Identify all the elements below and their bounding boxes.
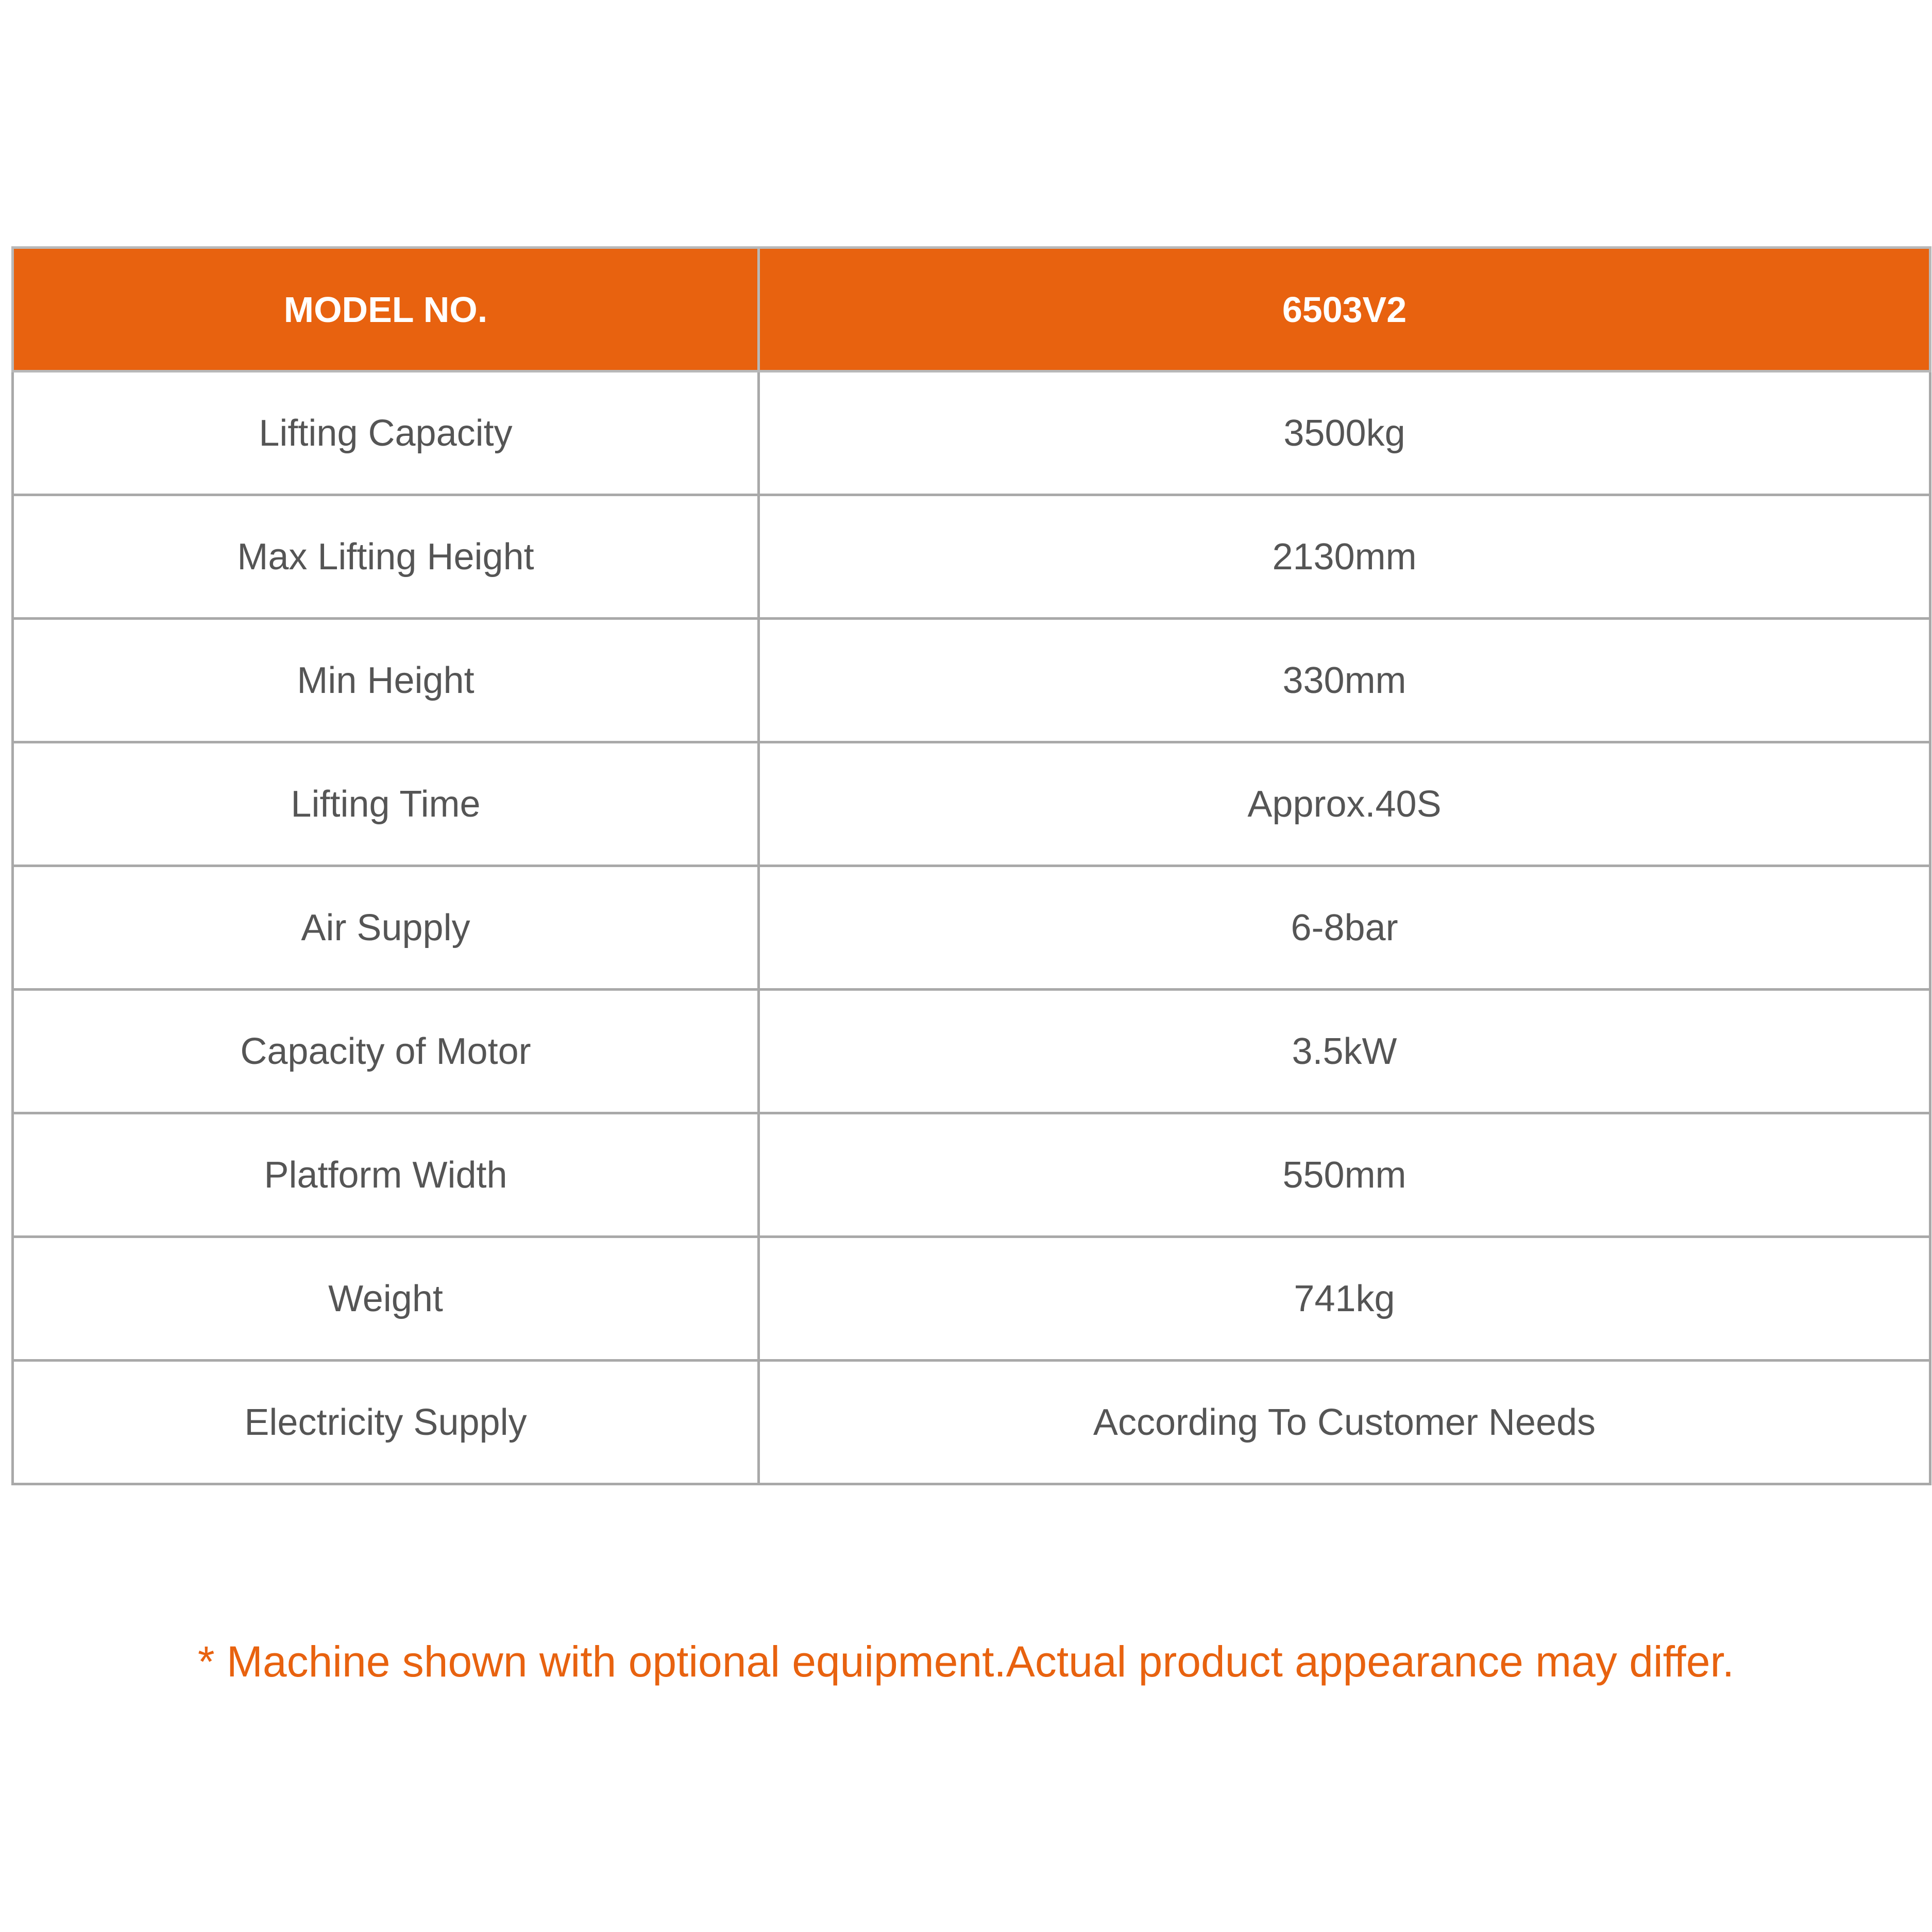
table-row [13, 1237, 1930, 1361]
row-label: Lifting Capacity [13, 371, 759, 495]
header-row [13, 248, 1930, 371]
row-label: Min Height [13, 619, 759, 742]
row-value: 3.5kW [759, 990, 1930, 1113]
row-label: Platform Width [13, 1113, 759, 1237]
table-row [13, 742, 1930, 866]
row-label: Air Supply [13, 866, 759, 990]
row-label: Max Lifting Height [13, 495, 759, 619]
table-row [13, 990, 1930, 1113]
row-value: Approx.40S [759, 742, 1930, 866]
row-value: 3500kg [759, 371, 1930, 495]
table-row [13, 866, 1930, 990]
table-row [13, 495, 1930, 619]
row-value: According To Customer Needs [759, 1361, 1930, 1484]
table-row [13, 1361, 1930, 1484]
table-row [13, 619, 1930, 742]
row-value: 6-8bar [759, 866, 1930, 990]
header-label: MODEL NO. [13, 248, 759, 371]
spec-table [11, 246, 1931, 1485]
row-value: 330mm [759, 619, 1930, 742]
row-value: 741kg [759, 1237, 1930, 1361]
row-label: Weight [13, 1237, 759, 1361]
row-label: Capacity of Motor [13, 990, 759, 1113]
header-model: 6503V2 [759, 248, 1930, 371]
table-header [13, 248, 1930, 371]
table-body [13, 371, 1930, 1484]
row-value: 2130mm [759, 495, 1930, 619]
table-row [13, 1113, 1930, 1237]
row-value: 550mm [759, 1113, 1930, 1237]
disclaimer-note: * Machine shown with optional equipment.Actual product appearance may differ. [197, 1637, 1735, 1686]
row-label: Lifting Time [13, 742, 759, 866]
row-label: Electricity Supply [13, 1361, 759, 1484]
table-row [13, 371, 1930, 495]
